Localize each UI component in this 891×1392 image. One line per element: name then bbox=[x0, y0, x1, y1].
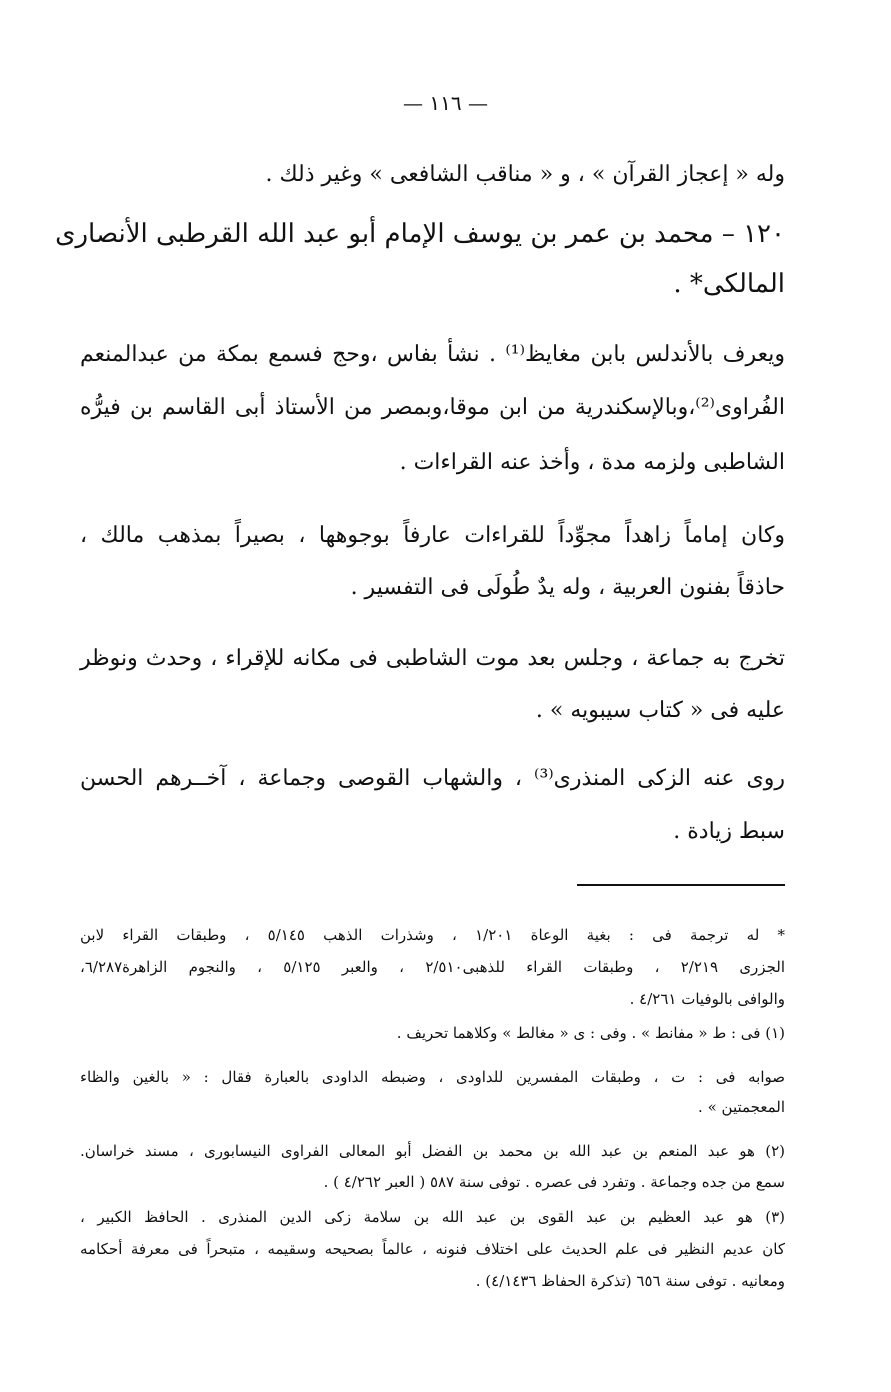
paragraph-line: روى عنه الزكى المنذرى⁽³⁾ ، والشهاب القوصى وجماعة ، آخــرهم الحسن bbox=[80, 766, 785, 791]
paragraph-line: وكان إماماً زاهداً مجوِّداً للقراءات عارفاً بوجوهها ، بصيراً بمذهب مالك ، bbox=[80, 523, 785, 548]
page-number: — ١١٦ — bbox=[403, 91, 488, 115]
body-line: وله « إعجاز القرآن » ، و « مناقب الشافعى » وغير ذلك . bbox=[265, 162, 785, 187]
paragraph-line: الفُراوى⁽²⁾،وبالإسكندرية من ابن موقا،وبمصر من الأستاذ أبى القاسم بن فيرُّه bbox=[80, 395, 785, 420]
footnote-line: المعجمتين » . bbox=[698, 1098, 785, 1116]
entry-heading-continuation: المالكى* . bbox=[673, 269, 785, 299]
footnote-line: والوافى بالوفيات ٤/٢٦١ . bbox=[629, 990, 785, 1008]
footnote-separator bbox=[577, 884, 785, 886]
footnote-line: * له ترجمة فى : بغية الوعاة ١/٢٠١ ، وشذرات الذهب ٥/١٤٥ ، وطبقات القراء لابن bbox=[80, 926, 786, 944]
footnote-line: صوابه فى : ت ، وطبقات المفسرين للداودى ، وضبطه الداودى بالعبارة فقال : « بالغين والظاء bbox=[80, 1068, 785, 1086]
footnote-line: ومعانيه . توفى سنة ٦٥٦ (تذكرة الحفاظ ٤/١٤٣٦) . bbox=[475, 1272, 785, 1290]
paragraph-line: ويعرف بالأندلس بابن مغايظ⁽¹⁾ . نشأ بفاس ،وحج فسمع بمكة من عبدالمنعم bbox=[80, 342, 785, 367]
paragraph-line: سبط زيادة . bbox=[673, 819, 785, 844]
footnote-line: سمع من جده وجماعة . وتفرد فى عصره . توفى سنة ٥٨٧ ( العبر ٤/٢٦٢ ) . bbox=[323, 1173, 785, 1191]
footnote-line: الجزرى ٢/٢١٩ ، وطبقات القراء للذهبى٢/٥١٠ ، والعبر ٥/١٢٥ ، والنجوم الزاهرة٦/٢٨٧، bbox=[80, 958, 786, 976]
paragraph-line: حاذقاً بفنون العربية ، وله يدٌ طُولَى فى التفسير . bbox=[350, 575, 785, 600]
paragraph-line: عليه فى « كتاب سيبويه » . bbox=[535, 698, 785, 723]
footnote-line: (٢) هو عبد المنعم بن عبد الله بن محمد بن الفضل أبو المعالى الفراوى النيسابورى ، مسند خراسان. bbox=[80, 1142, 785, 1160]
footnote-line: كان عديم النظير فى علم الحديث على اختلاف فنونه ، عالماً بصحيحه وسقيمه ، متبحراً فى معرفة أحكامه bbox=[80, 1240, 785, 1258]
paragraph-line: تخرج به جماعة ، وجلس بعد موت الشاطبى فى مكانه للإقراء ، وحدث ونوظر bbox=[80, 646, 785, 671]
footnote-line: (٣) هو عبد العظيم بن عبد القوى بن عبد الله بن سلامة زكى الدين المنذرى . الحافظ الكبير ، bbox=[80, 1208, 785, 1226]
paragraph-line: الشاطبى ولزمه مدة ، وأخذ عنه القراءات . bbox=[399, 450, 785, 475]
footnote-line: (١) فى : ط « مفانط » . وفى : ى « مغالط » وكلاهما تحريف . bbox=[396, 1024, 785, 1042]
entry-heading: ١٢٠ – محمد بن عمر بن يوسف الإمام أبو عبد الله القرطبى الأنصارى bbox=[55, 219, 785, 249]
